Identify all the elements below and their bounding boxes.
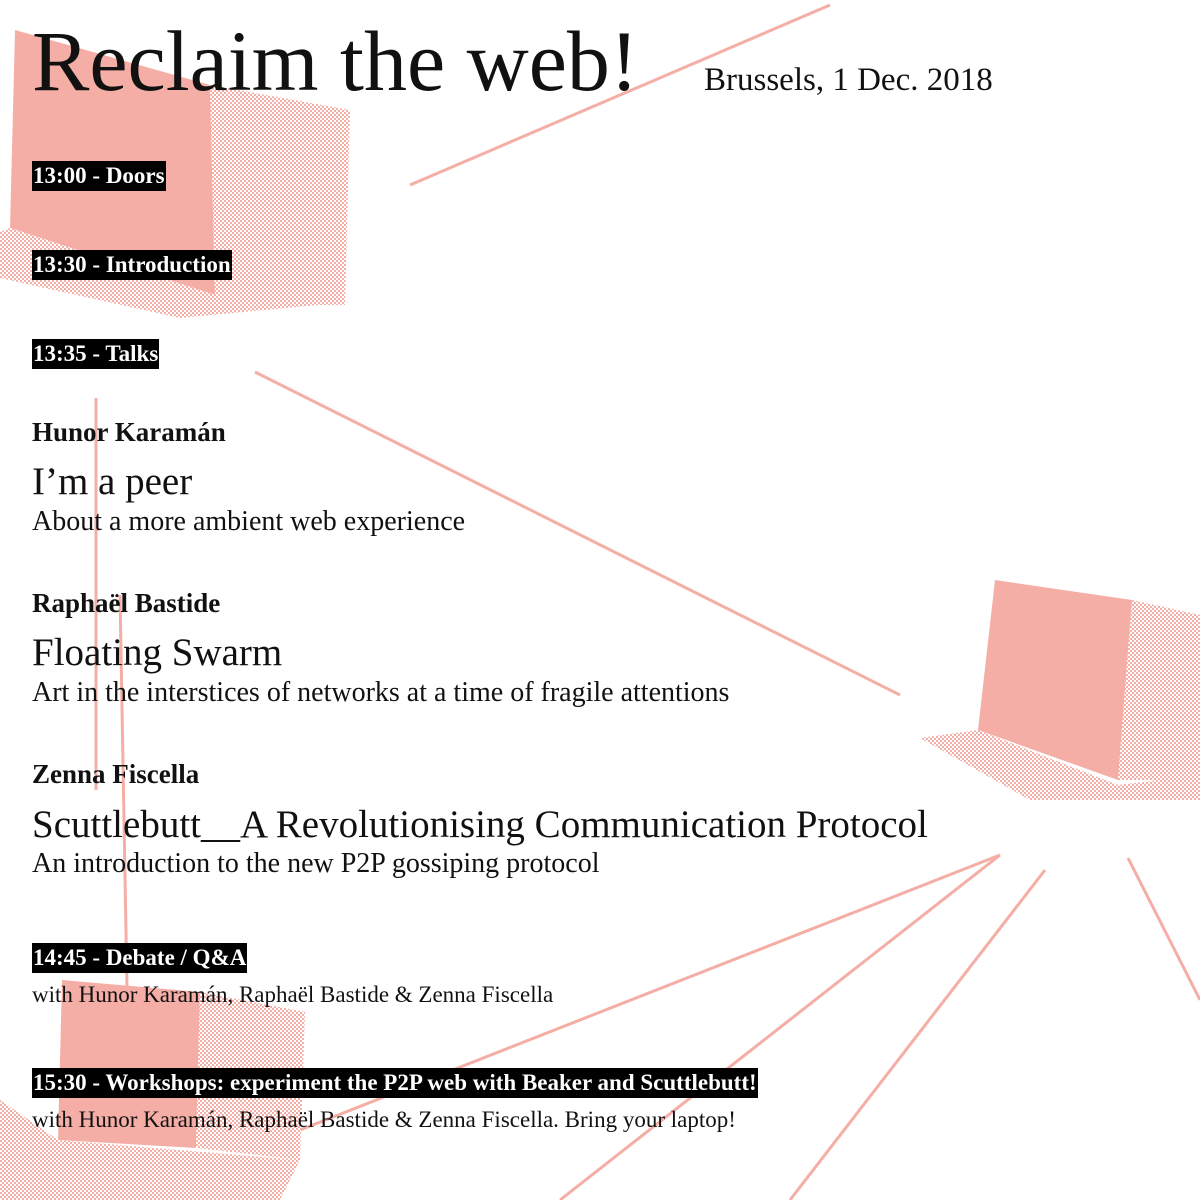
talk-1-title: I’m a peer	[32, 460, 193, 503]
talk-3-description: An introduction to the new P2P gossiping protocol	[32, 848, 600, 879]
workshops-note: with Hunor Karamán, Raphaël Bastide & Zenna Fiscella. Bring your laptop!	[32, 1107, 736, 1132]
talk-1-speaker: Hunor Karamán	[32, 417, 226, 447]
debate-note: with Hunor Karamán, Raphaël Bastide & Zenna Fiscella	[32, 982, 554, 1007]
talk-3-title: Scuttlebutt__A Revolutionising Communication Protocol	[32, 803, 928, 846]
talk-1-description: About a more ambient web experience	[32, 506, 466, 537]
slot-workshops: 15:30 - Workshops: experiment the P2P web with Beaker and Scuttlebutt!	[32, 1068, 758, 1098]
event-title: Reclaim the web!	[32, 13, 639, 109]
slot-debate: 14:45 - Debate / Q&A	[32, 943, 247, 973]
talk-2-speaker: Raphaël Bastide	[32, 588, 221, 618]
slot-doors: 13:00 - Doors	[32, 161, 166, 191]
talk-2-description: Art in the interstices of networks at a time of fragile attentions	[32, 677, 730, 708]
talk-3-speaker: Zenna Fiscella	[32, 759, 200, 789]
event-date: Brussels, 1 Dec. 2018	[704, 62, 993, 98]
slot-introduction: 13:30 - Introduction	[32, 250, 232, 280]
talk-2-title: Floating Swarm	[32, 631, 283, 674]
slot-talks: 13:35 - Talks	[32, 339, 159, 369]
